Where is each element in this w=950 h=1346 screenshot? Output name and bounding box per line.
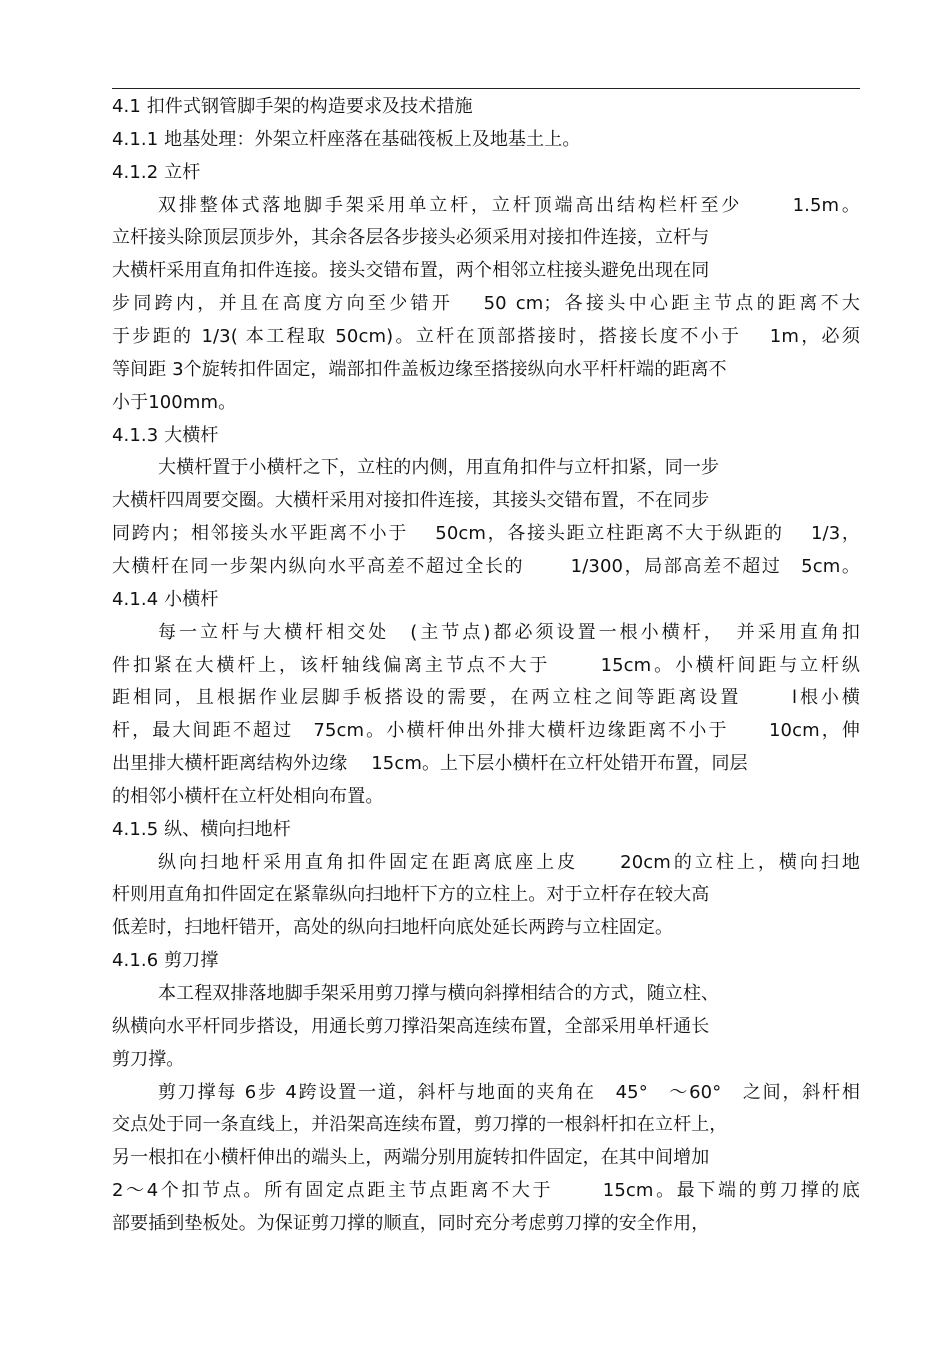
paragraph-line: 小于100mm。 [112,391,237,413]
paragraph-line: 出里排大横杆距离结构外边缘 15cm。上下层小横杆在立杆处错开布置，同层 [112,753,748,774]
paragraph-line: 交点处于同一条直线上，并沿架高连续布置，剪刀撑的一根斜杆扣在立杆上， [112,1114,728,1136]
paragraph-line: 部要插到垫板处。为保证剪刀撑的顺直，同时充分考虑剪刀撑的安全作用， [112,1212,710,1234]
paragraph-line: 剪刀撑每 6步 4跨设置一道，斜杆与地面的夹角在 45° ～60° 之间，斜杆相 [158,1081,860,1103]
paragraph-line: 每一立杆与大横杆相交处 (主节点)都必须设置一根小横杆， 并采用直角扣 [158,621,860,643]
paragraph-line: 2～4个扣节点。所有固定点距主节点距离不大于 15cm。最下端的剪刀撑的底 [112,1180,860,1201]
paragraph-line: 纵横向水平杆同步搭设，用通长剪刀撑沿架高连续布置，全部采用单杆通长 [112,1015,710,1037]
paragraph-line: 大横杆置于小横杆之下，立柱的内侧，用直角扣件与立杆扣紧，同一步 [158,457,720,479]
paragraph-line: 剪刀撑。 [112,1048,185,1070]
paragraph-line: 立杆接头除顶层顶步外，其余各层各步接头必须采用对接扣件连接，立杆与 [112,227,710,249]
paragraph-line: 纵向扫地杆采用直角扣件固定在距离底座上皮 20cm的立柱上，横向扫地 [158,851,860,873]
paragraph-line: 大横杆四周要交圈。大横杆采用对接扣件连接，其接头交错布置，不在同步 [112,490,710,512]
section-heading: 4.1 扣件式钢管脚手架的构造要求及技术措施 [112,96,473,117]
paragraph-line: 大横杆采用直角扣件连接。接头交错布置，两个相邻立柱接头避免出现在同 [112,260,710,282]
paragraph-line: 同跨内；相邻接头水平距离不小于 50cm，各接头距立柱距离不大于纵距的 1/3， [112,523,860,544]
paragraph-line: 另一根扣在小横杆伸出的端头上，两端分别用旋转扣件固定，在其中间增加 [112,1147,710,1169]
paragraph-line: 于步距的 1/3( 本工程取 50cm)。立杆在顶部搭接时，搭接长度不小于 1m，必须 [112,326,860,347]
paragraph-line: 等间距 3个旋转扣件固定，端部扣件盖板边缘至搭接纵向水平杆杆端的距离不 [112,358,727,380]
section-heading: 4.1.1 地基处理：外架立杆座落在基础筏板上及地基土上。 [112,128,581,150]
paragraph-line: 杆，最大间距不超过 75cm。小横杆伸出外排大横杆边缘距离不小于 10cm，伸 [112,720,860,742]
paragraph-line: 步同跨内，并且在高度方向至少错开 50 cm；各接头中心距主节点的距离不大 [112,293,860,315]
paragraph-line: 杆则用直角扣件固定在紧靠纵向扫地杆下方的立柱上。对于立杆存在较大高 [112,884,710,906]
section-heading: 4.1.4 小横杆 [112,588,219,610]
paragraph-line: 本工程双排落地脚手架采用剪刀撑与横向斜撑相结合的方式，随立柱、 [158,983,720,1004]
section-heading: 4.1.2 立杆 [112,161,201,183]
paragraph-line: 双排整体式落地脚手架采用单立杆，立杆顶端高出结构栏杆至少 1.5m。 [158,194,860,216]
section-heading: 4.1.5 纵、横向扫地杆 [112,818,291,840]
section-heading: 4.1.3 大横杆 [112,424,219,446]
paragraph-line: 大横杆在同一步架内纵向水平高差不超过全长的 1/300，局部高差不超过 5cm。 [112,555,860,577]
paragraph-line: 的相邻小横杆在立杆处相向布置。 [112,785,384,807]
section-heading: 4.1.6 剪刀撑 [112,950,219,972]
paragraph-line: 低差时，扫地杆错开，高处的纵向扫地杆向底处延长两跨与立柱固定。 [112,917,674,939]
paragraph-line: 距相同，且根据作业层脚手板搭设的需要，在两立柱之间等距离设置 l根小横 [112,687,860,709]
paragraph-line: 件扣紧在大横杆上，该杆轴线偏离主节点不大于 15cm。小横杆间距与立杆纵 [112,654,860,676]
